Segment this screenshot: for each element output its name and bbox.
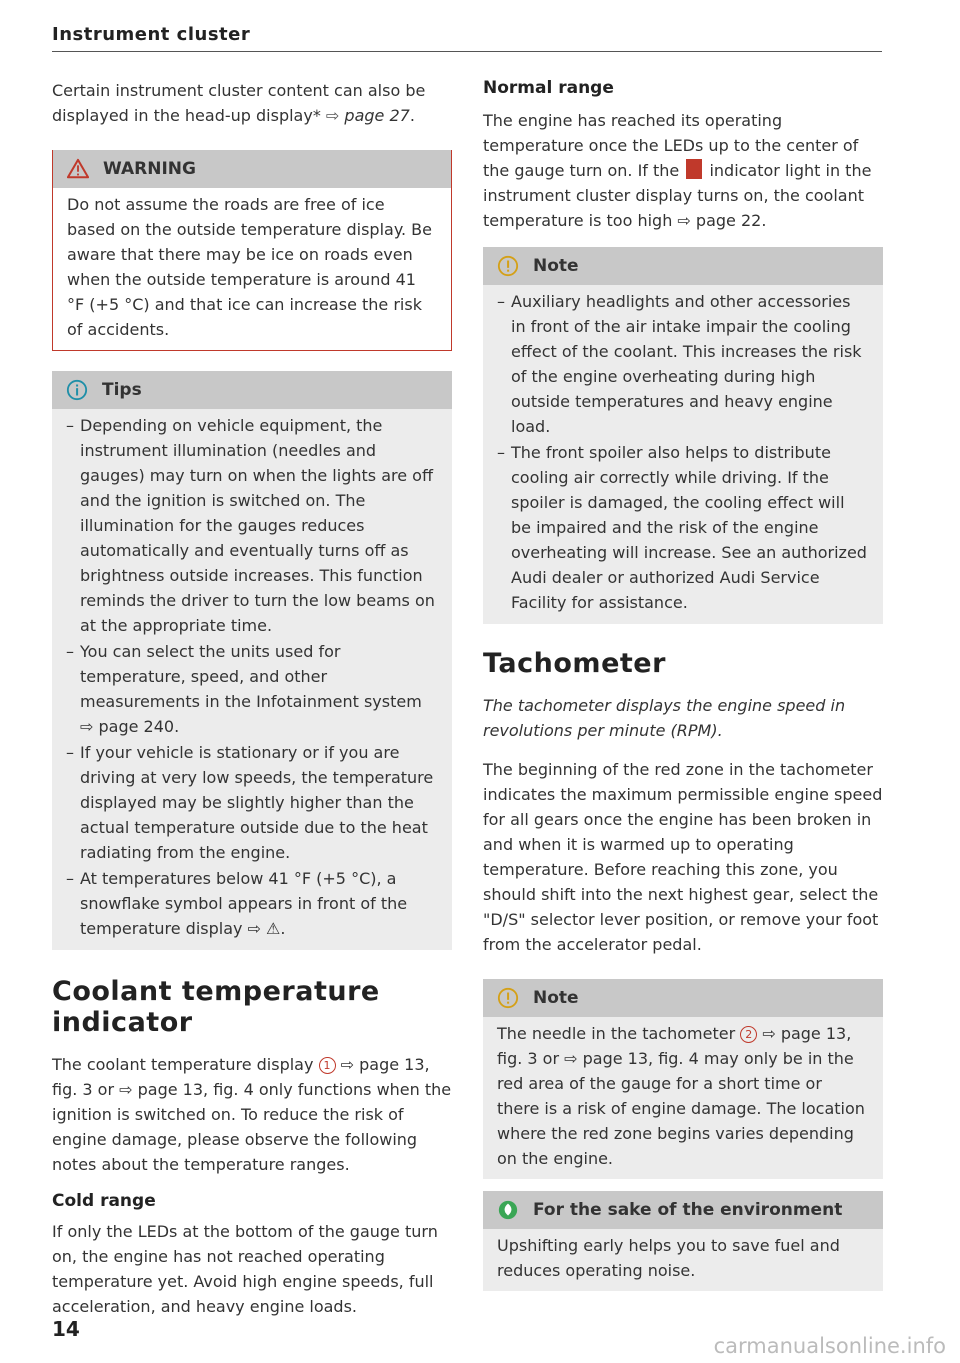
tachometer-text: The beginning of the red zone in the tachometer indicates the maximum permissible engine speed for all gears once the engine has been broken in and when it is warmed up to operating temperature. Before reaching this zone, you should shift into the next highest gear, select the "D/S" selector lever position, or remove your foot from the accelerator pedal. [483, 760, 883, 954]
warning-triangle-icon [67, 158, 89, 180]
left-column [52, 78, 452, 1319]
environment-text: Upshifting early helps you to save fuel and reduces operating noise. [483, 1229, 883, 1291]
environment-title: For the sake of the environment [533, 1200, 843, 1220]
warning-header [53, 150, 451, 188]
note-exclamation-icon [497, 987, 519, 1009]
note-list [497, 289, 869, 615]
environment-header [483, 1191, 883, 1229]
coolant-warning-icon [686, 159, 702, 179]
normal-range-heading: Normal range [483, 78, 614, 98]
note-header [483, 247, 883, 285]
note-title: Note [533, 256, 579, 276]
list-item: – Auxiliary headlights and other accessories in front of the air intake impair the cooling effect of the coolant. This increases the risk of the engine overheating during high outside temperatures and heavy engine load. [497, 292, 862, 436]
list-item: – If your vehicle is stationary or if you are driving at very low speeds, the temperature displayed may be slightly higher than the actual temperature outside due to the heat radiating from the engine. [66, 743, 434, 862]
note-body: The needle in the tachometer 2 ⇨ page 13, fig. 3 or ⇨ page 13, fig. 4 may only be in the red area of the gauge for a short time or there is a risk of engine damage. The location where the red zone begins varies depending on the engine. [483, 1017, 883, 1179]
list-item: – Depending on vehicle equipment, the instrument illumination (needles and gauges) may turn on when the lights are off and the ignition is switched on. The illumination for the gauges reduces automatically and eventually turns off as brightness outside increases. This function reminds the driver to turn the low beams on at the appropriate time. [66, 416, 435, 635]
environment-box [483, 1191, 883, 1291]
tips-title: Tips [102, 380, 142, 400]
cold-range-text: If only the LEDs at the bottom of the gauge turn on, the engine has not reached operating temperature yet. Avoid high engine speeds, full acceleration, and heavy engine loads. [52, 1222, 438, 1316]
coolant-heading: Coolant temperature indicator [52, 976, 380, 1038]
note-box-1 [483, 247, 883, 624]
note-header [483, 979, 883, 1017]
ref-arrow-icon: ⇨ [325, 106, 340, 125]
warning-title: WARNING [103, 159, 196, 179]
warning-box [52, 150, 452, 351]
watermark: carmanualsonline.info [713, 1334, 946, 1358]
note-exclamation-icon [497, 255, 519, 277]
coolant-paragraph: The coolant temperature display 1 ⇨ page 13, fig. 3 or ⇨ page 13, fig. 4 only functions when the ignition is switched on. To reduce the risk of engine damage, please observe the following notes about the temperature ranges. [52, 1055, 452, 1174]
tachometer-heading: Tachometer [483, 648, 666, 679]
page-ref-link[interactable]: page 27 [344, 106, 410, 125]
page-header [52, 24, 882, 52]
cold-range-heading: Cold range [52, 1191, 156, 1211]
header-title: Instrument cluster [52, 24, 251, 45]
tips-list [66, 413, 438, 941]
intro-paragraph: Certain instrument cluster content can also be displayed in the head-up display* ⇨ page 27. [52, 81, 426, 125]
callout-1-icon: 1 [319, 1057, 336, 1074]
normal-range-text: The engine has reached its operating temperature once the LEDs up to the center of the gauge turn on. If the indicator light in the instrument cluster display turns on, the coolant temperature is too high ⇨ page 22. [483, 111, 872, 230]
callout-2-icon: 2 [740, 1026, 757, 1043]
note-body [483, 285, 883, 624]
right-column [483, 78, 883, 1291]
tips-header [52, 371, 452, 409]
tachometer-intro: The tachometer displays the engine speed in revolutions per minute (RPM). [483, 696, 846, 740]
list-item: – At temperatures below 41 °F (+5 °C), a snowflake symbol appears in front of the temperature display ⇨ ⚠. [66, 869, 408, 938]
tips-box [52, 371, 452, 950]
list-item: – The front spoiler also helps to distribute cooling air correctly while driving. If the spoiler is damaged, the cooling effect will be impaired and the risk of the engine overheating will increase. See an authorized Audi dealer or authorized Audi Service Facility for assistance. [497, 443, 867, 612]
list-item: – You can select the units used for temperature, speed, and other measurements in the Infotainment system ⇨ page 240. [66, 642, 422, 736]
info-icon [66, 379, 88, 401]
tips-body [52, 409, 452, 950]
warning-text: Do not assume the roads are free of ice based on the outside temperature display. Be aware that there may be ice on roads even when the outside temperature is around 41 °F (+5 °C) and that ice can increase the risk of accidents. [53, 188, 451, 350]
note-title: Note [533, 988, 579, 1008]
environment-leaf-icon [497, 1199, 519, 1221]
page-number: 14 [52, 1317, 80, 1341]
note-box-2 [483, 979, 883, 1179]
